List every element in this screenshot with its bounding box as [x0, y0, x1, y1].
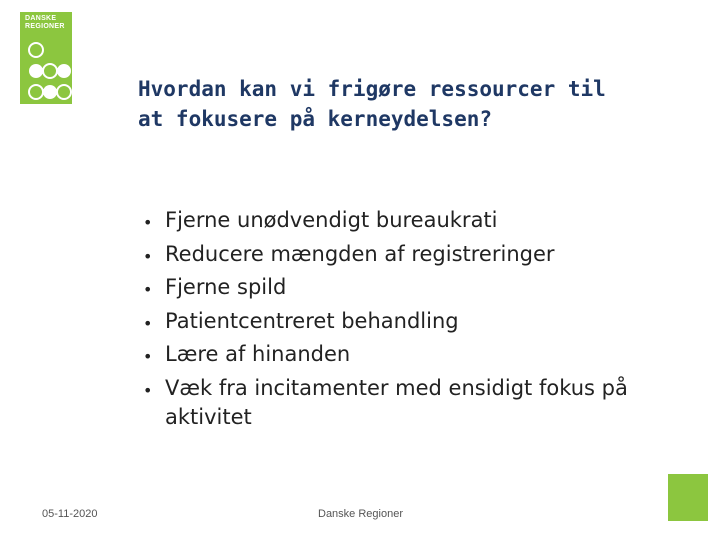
bullet-item	[143, 206, 663, 240]
bullet-text: Fjerne unødvendigt bureaukrati	[165, 208, 498, 232]
bullet-list	[143, 206, 663, 432]
slide-title: Hvordan kan vi frigøre ressourcer til at fokusere på kerneydelsen?	[138, 77, 606, 131]
bullet-item	[143, 340, 663, 374]
logo-text	[25, 15, 71, 31]
footer-organization: Danske Regioner	[318, 508, 403, 520]
danske-regioner-logo	[20, 12, 72, 104]
bullet-text: Reducere mængden af registreringer	[165, 241, 555, 266]
bullet-dot: •	[143, 313, 153, 333]
bullet-item	[143, 240, 663, 274]
bullet-dot: •	[143, 213, 153, 232]
bullet-text: Patientcentreret behandling	[165, 308, 459, 333]
bullet-text: Fjerne spild	[165, 275, 287, 299]
logo-text-line1: DANSKE	[25, 15, 57, 22]
footer-date: 05-11-2020	[42, 508, 98, 520]
bullet-item	[143, 307, 663, 341]
accent-square	[668, 474, 708, 521]
bullet-text: Lære af hinanden	[165, 342, 351, 366]
logo-text-line2: REGIONER	[25, 23, 65, 30]
bullet-dot: •	[143, 280, 153, 299]
bullet-text: Væk fra incitamenter med ensidigt fokus på aktivitet	[165, 375, 628, 429]
bullet-item	[143, 273, 663, 307]
bullet-dot: •	[143, 380, 153, 400]
bullet-dot: •	[143, 246, 153, 266]
bullet-dot: •	[143, 347, 153, 366]
bullet-item	[143, 374, 663, 432]
